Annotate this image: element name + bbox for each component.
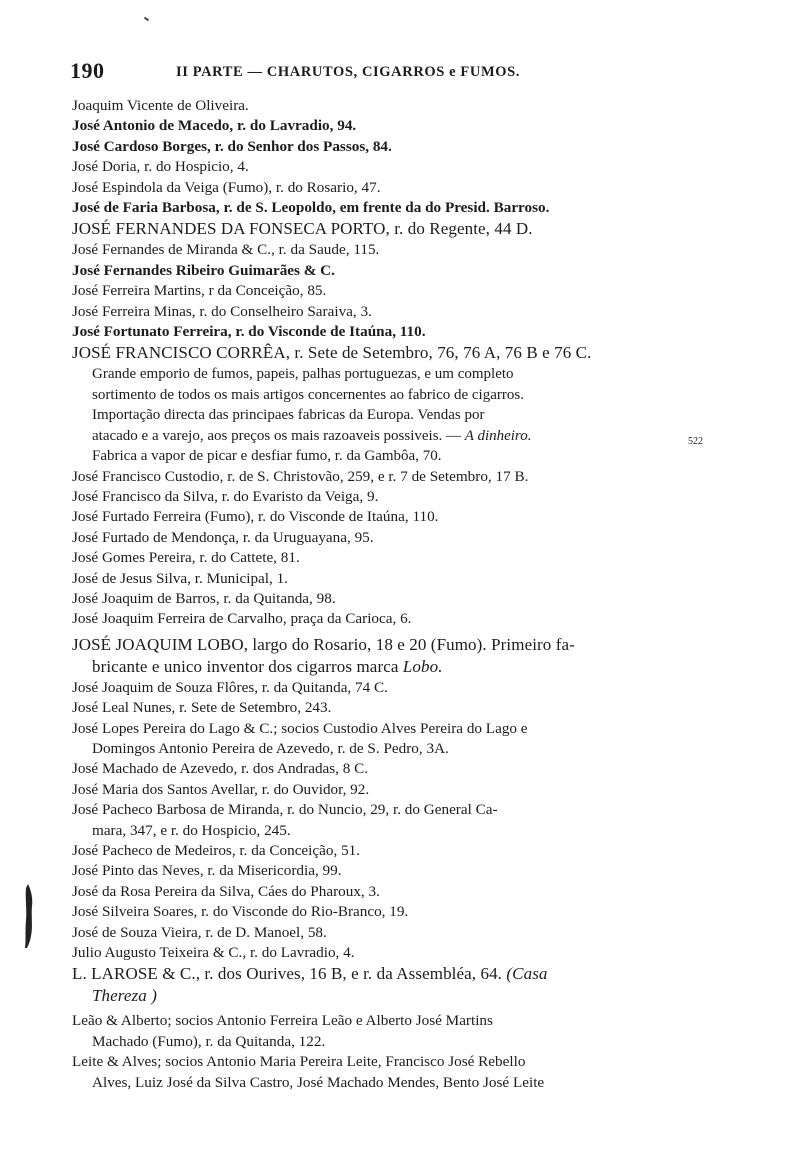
description-line: Importação directa das principaes fabricas da Europa. Vendas por [92,407,485,424]
description-text: Fabrica a vapor de picar e desfiar fumo, r. da Gambôa, 70. [92,448,442,465]
entry-continuation: Alves, Luiz José da Silva Castro, José Machado Mendes, Bento José Leite [92,1073,545,1091]
list-item: José Silveira Soares, r. do Visconde do Rio-Branco, 19. [72,903,409,921]
entry-text: bricante e unico inventor dos cigarros marca [92,656,399,676]
list-item: José Maria dos Santos Avellar, r. do Ouvidor, 92. [72,780,370,798]
list-item: JOSÉ FRANCISCO CORRÊA, r. Sete de Setembro, 76, 76 A, 76 B e 76 C. [72,343,592,363]
list-item: José Fernandes Ribeiro Guimarães & C. [72,261,335,279]
list-item: José Doria, r. do Hospicio, 4. [72,158,249,176]
list-item: José de Souza Vieira, r. de D. Manoel, 58. [72,923,327,941]
description-line [92,426,712,446]
list-item: José da Rosa Pereira da Silva, Cáes do Pharoux, 3. [72,882,380,900]
brand-name: Lobo. [402,656,443,676]
description-line: sortimento de todos os mais artigos concernentes ao fabrico de cigarros. [92,386,524,403]
page-header [70,58,710,86]
description-text: atacado e a varejo, aos preços os mais razoaveis possiveis. — [92,427,462,444]
entry-description [92,364,712,466]
list-item: José Ferreira Martins, r da Conceição, 85. [72,282,327,300]
list-item: José Joaquim de Barros, r. da Quitanda, 98. [72,589,336,607]
list-item [72,800,718,841]
list-item [72,1052,718,1093]
list-item: José Fortunato Ferreira, r. do Visconde de Itaúna, 110. [72,323,426,341]
list-item: José Francisco Custodio, r. de S. Christovão, 259, e r. 7 de Setembro, 17 B. [72,467,529,485]
page-number: 190 [70,58,105,83]
list-item: José Francisco da Silva, r. do Evaristo da Veiga, 9. [72,487,379,505]
entry-continuation: Thereza ) [92,986,157,1006]
list-item: José Espindola da Veiga (Fumo), r. do Rosario, 47. [72,178,381,196]
list-item: José de Faria Barbosa, r. de S. Leopoldo, em frente da do Presid. Barroso. [72,199,550,217]
entry-line: L. LAROSE & C., r. dos Ourives, 16 B, e r. da Assembléa, 64. [72,964,503,984]
list-item: José Furtado Ferreira (Fumo), r. do Visconde de Itaúna, 110. [72,508,439,526]
entry-continuation [72,656,718,678]
list-item: JOSÉ FERNANDES DA FONSECA PORTO, r. do Regente, 44 D. [72,219,533,239]
entry-continuation: mara, 347, e r. do Hospicio, 245. [92,821,291,839]
list-item: Joaquim Vicente de Oliveira. [72,97,249,114]
list-item: José Leal Nunes, r. Sete de Setembro, 243. [72,699,332,717]
entry-line: Leão & Alberto; socios Antonio Ferreira Leão e Alberto José Martins [72,1012,493,1030]
list-item: José de Jesus Silva, r. Municipal, 1. [72,569,288,587]
entry-continuation: Machado (Fumo), r. da Quitanda, 122. [92,1032,326,1050]
list-item: José Pinto das Neves, r. da Misericordia, 99. [72,862,342,880]
list-item [72,634,718,678]
description-line: Grande emporio de fumos, papeis, palhas portuguezas, e um completo [92,366,514,383]
side-number: 522 [688,436,703,448]
list-item [72,963,718,1007]
binding-mark [22,884,36,948]
cash-terms: A dinheiro. [464,427,532,444]
list-item: José Antonio de Macedo, r. do Lavradio, 94. [72,117,357,135]
list-item: José Pacheco de Medeiros, r. da Conceição, 51. [72,842,361,859]
list-item: José Machado de Azevedo, r. dos Andradas, 8 C. [72,760,369,778]
list-item [72,1011,718,1052]
running-title: II PARTE — CHARUTOS, CIGARROS e FUMOS. [176,64,521,80]
description-line [92,436,712,466]
list-item: Julio Augusto Teixeira & C., r. do Lavradio, 4. [72,944,355,962]
list-item: José Fernandes de Miranda & C., r. da Saude, 115. [72,241,380,259]
list-item: José Furtado de Mendonça, r. da Uruguayana, 95. [72,528,374,546]
list-item: José Cardoso Borges, r. do Senhor dos Passos, 84. [72,137,392,155]
entry-line: JOSÉ JOAQUIM LOBO, largo do Rosario, 18 e 20 (Fumo). Primeiro fa- [72,634,575,654]
list-item: José Joaquim de Souza Flôres, r. da Quitanda, 74 C. [72,678,388,696]
entry-line: Leite & Alves; socios Antonio Maria Pereira Leite, Francisco José Rebello [72,1053,526,1071]
print-mark [144,17,149,22]
entry-line: José Pacheco Barbosa de Miranda, r. do Nuncio, 29, r. do General Ca- [72,801,498,819]
directory-entries [0,96,789,1093]
entry-continuation: Domingos Antonio Pereira de Azevedo, r. de S. Pedro, 3A. [92,739,449,757]
list-item [72,719,718,760]
list-item: José Ferreira Minas, r. do Conselheiro Saraiva, 3. [72,302,372,320]
entry-line: José Lopes Pereira do Lago & C.; socios Custodio Alves Pereira do Lago e [72,719,528,737]
list-item: José Gomes Pereira, r. do Cattete, 81. [72,549,300,567]
house-name: (Casa [506,964,548,984]
list-item: José Joaquim Ferreira de Carvalho, praça da Carioca, 6. [72,610,412,628]
